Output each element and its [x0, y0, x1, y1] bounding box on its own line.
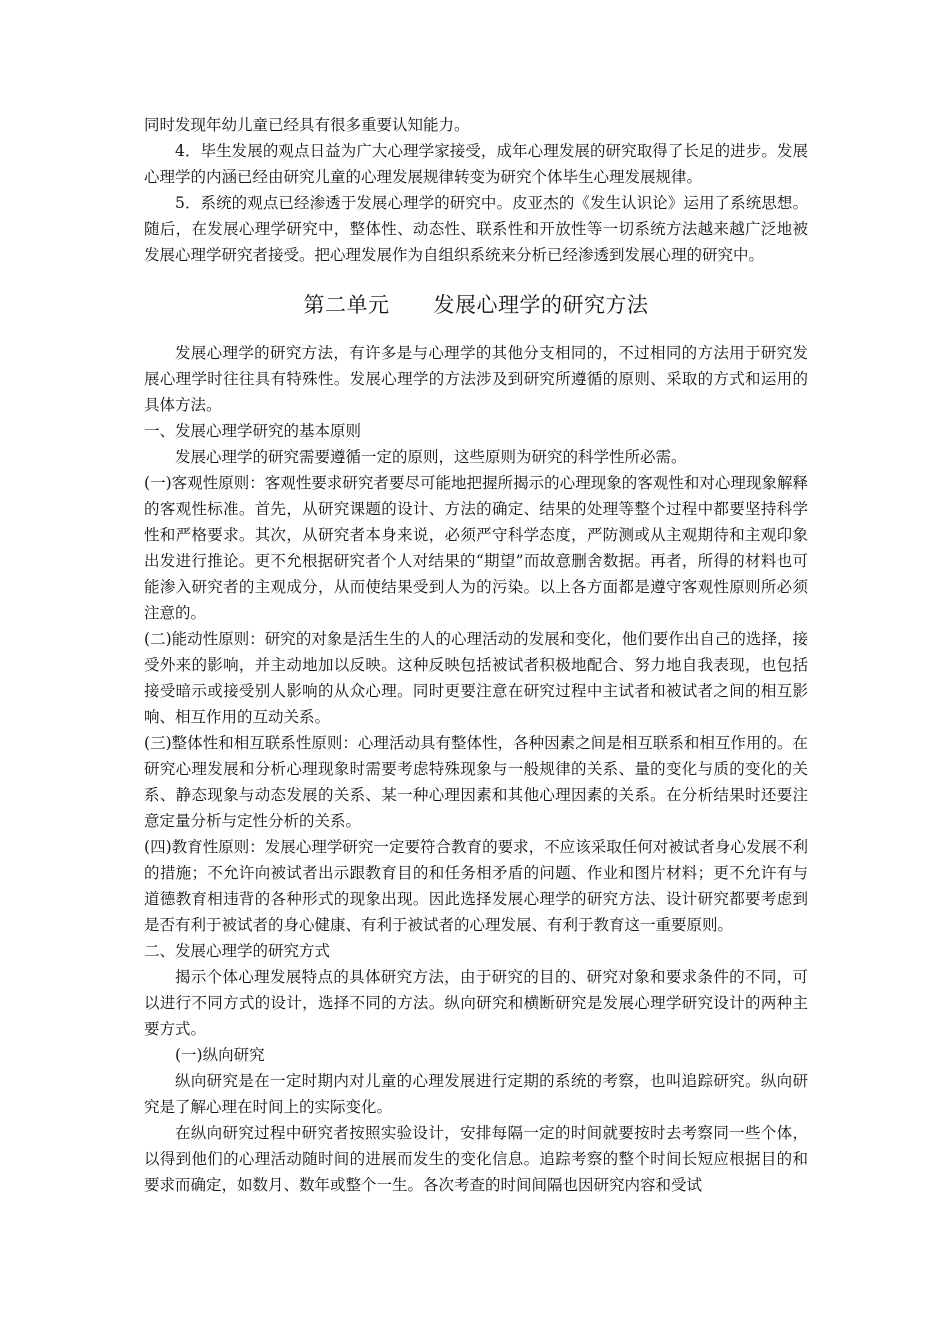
longitudinal-definition: 纵向研究是在一定时期内对儿童的心理发展进行定期的系统的考察，也叫追踪研究。纵向研究是了解心理在时间上的实际变化。 [144, 1072, 808, 1116]
unit-title-text: 发展心理学的研究方法 [433, 293, 649, 317]
approaches-lead: 揭示个体心理发展特点的具体研究方法，由于研究的目的、研究对象和要求条件的不同，可以进行不同方式的设计，选择不同的方法。纵向研究和横断研究是发展心理学研究设计的两种主要方式。 [144, 968, 808, 1038]
paragraph-point-5: 5．系统的观点已经渗透于发展心理学的研究中。皮亚杰的《发生认识论》运用了系统思想。随后，在发展心理学研究中，整体性、动态性、联系性和开放性等一切系统方法越来越广泛地被发展心理学研究者接受。把心理发展作为自组织系统来分析已经渗透到发展心理的研究中。 [144, 194, 808, 264]
document-page [144, 112, 808, 1198]
principles-lead: 发展心理学的研究需要遵循一定的原则，这些原则为研究的科学性所必需。 [175, 448, 687, 466]
paragraph-continuation: 同时发现年幼儿童已经具有很多重要认知能力。 [144, 116, 470, 134]
subheading-longitudinal: (一)纵向研究 [175, 1046, 265, 1064]
principle-initiative: (二)能动性原则：研究的对象是活生生的人的心理活动的发展和变化，他们要作出自己的选择，接受外来的影响，并主动地加以反映。这种反映包括被试者积极地配合、努力地自我表现，也包括接受暗示或接受别人影响的从众心理。同时更要注意在研究过程中主试者和被试者之间的相互影响、相互作用的互动关系。 [144, 630, 808, 726]
unit-title [144, 290, 808, 320]
paragraph-point-4: 4．毕生发展的观点日益为广大心理学家接受，成年心理发展的研究取得了长足的进步。发展心理学的内涵已经由研究儿童的心理发展规律转变为研究个体毕生心理发展规律。 [144, 142, 808, 186]
principle-educational: (四)教育性原则：发展心理学研究一定要符合教育的要求，不应该采取任何对被试者身心发展不利的措施；不允许向被试者出示跟教育目的和任务相矛盾的问题、作业和图片材料；更不允许有与道德教育相违背的各种形式的现象出现。因此选择发展心理学的研究方法、设计研究都要考虑到是否有利于被试者的身心健康、有利于被试者的心理发展、有利于教育这一重要原则。 [144, 838, 808, 934]
intro-paragraph: 发展心理学的研究方法，有许多是与心理学的其他分支相同的，不过相同的方法用于研究发展心理学时往往具有特殊性。发展心理学的方法涉及到研究所遵循的原则、采取的方式和运用的具体方法。 [144, 344, 808, 414]
longitudinal-process: 在纵向研究过程中研究者按照实验设计，安排每隔一定的时间就要按时去考察同一些个体，以得到他们的心理活动随时间的进展而发生的变化信息。追踪考察的整个时间长短应根据目的和要求而确定，如数月、数年或整个一生。各次考查的时间间隔也因研究内容和受试 [144, 1124, 808, 1194]
section-heading-principles: 一、发展心理学研究的基本原则 [144, 422, 362, 440]
principle-objectivity: (一)客观性原则：客观性要求研究者要尽可能地把握所揭示的心理现象的客观性和对心理现象解释的客观性标准。首先，从研究课题的设计、方法的确定、结果的处理等整个过程中都要坚持科学性和严格要求。其次，从研究者本身来说，必须严守科学态度，严防测或从主观期待和主观印象出发进行推论。更不允根据研究者个人对结果的“期望”而故意删舍数据。再者，所得的材料也可能渗入研究者的主观成分，从而使结果受到人为的污染。以上各方面都是遵守客观性原则所必须注意的。 [144, 474, 808, 622]
unit-title-number: 第二单元 [303, 293, 390, 317]
principle-integrity: (三)整体性和相互联系性原则：心理活动具有整体性，各种因素之间是相互联系和相互作用的。在研究心理发展和分析心理现象时需要考虑特殊现象与一般规律的关系、量的变化与质的变化的关系、静态现象与动态发展的关系、某一种心理因素和其他心理因素的关系。在分析结果时还要注意定量分析与定性分析的关系。 [144, 734, 808, 830]
section-heading-approaches: 二、发展心理学的研究方式 [144, 942, 331, 960]
